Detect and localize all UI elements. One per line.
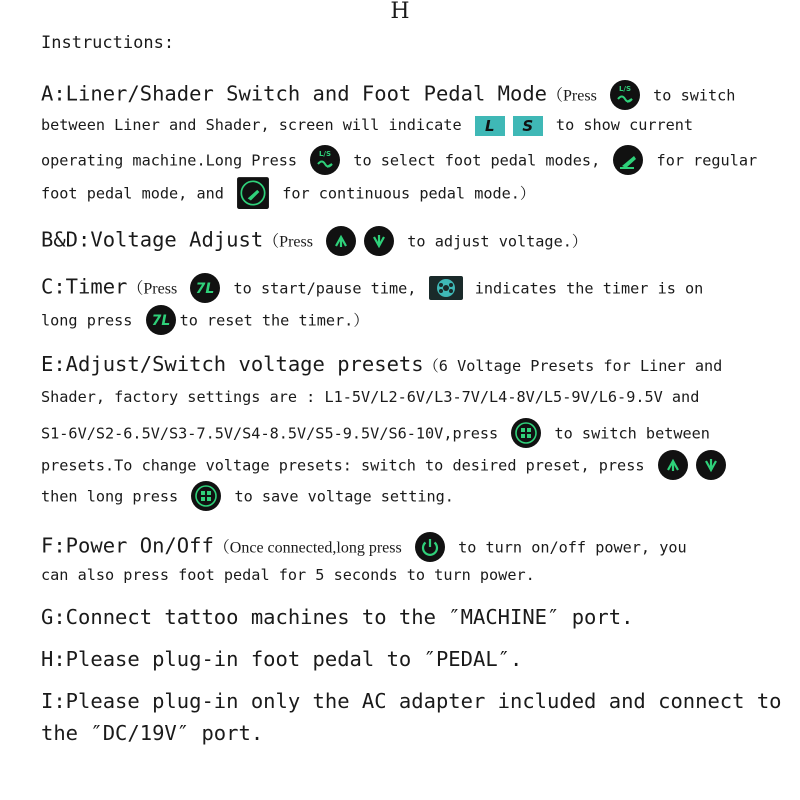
section-bd-line [41, 226, 587, 258]
section-g-text: G:Connect tattoo machines to the ″MACHINE″ port. [41, 605, 634, 629]
voltage-down-icon [695, 449, 727, 481]
section-a-open: （Press [547, 87, 597, 105]
section-e-text-6: then long press [41, 487, 179, 506]
voltage-up-icon [325, 225, 357, 257]
section-f-text-1: （Once connected,long press [213, 539, 402, 557]
section-e-line-1 [41, 353, 722, 377]
foot-pedal-icon [612, 144, 644, 176]
section-c-line-2 [41, 305, 369, 337]
section-c-text-1: to start/pause time, [233, 279, 417, 298]
section-e-text-4: to switch between [554, 424, 710, 443]
section-c-text-2: indicates the timer is on [474, 279, 704, 298]
continuous-pedal-icon [236, 176, 270, 210]
section-a-text-1: to switch [653, 86, 736, 105]
section-e-line-5 [41, 481, 454, 513]
section-f-line-2 [41, 564, 535, 586]
section-f-text-3: can also press foot pedal for 5 seconds to turn power. [41, 566, 535, 584]
section-a-line-4 [41, 177, 535, 211]
section-bd-text-1: to adjust voltage.） [407, 232, 588, 251]
ls-switch-icon [309, 144, 341, 176]
section-bd-title: B&D:Voltage Adjust [41, 227, 264, 252]
section-a-text-8: for continuous pedal mode.） [282, 184, 536, 203]
section-e-text-7: to save voltage setting. [234, 487, 454, 506]
section-f-text-2: to turn on/off power, you [458, 538, 687, 557]
section-a-text-4: operating machine.Long Press [41, 151, 298, 170]
section-f-line-1 [41, 532, 687, 564]
section-a-text-2: between Liner and Shader, screen will indicate [41, 116, 462, 134]
section-a-text-3: to show current [555, 116, 694, 134]
ls-switch-icon [609, 79, 641, 111]
section-e-line-3 [41, 418, 710, 450]
section-c-open: （Press [127, 280, 178, 298]
section-h-line [41, 648, 522, 672]
section-i-text-1: I:Please plug-in only the AC adapter included and connect to [41, 689, 782, 713]
section-c-line-1 [41, 273, 703, 305]
section-h-text: H:Please plug-in foot pedal to ″PEDAL″. [41, 647, 523, 671]
section-e-text-2: Shader, factory settings are : L1-5V/L2-6V/L3-7V/L4-8V/L5-9V/L6-9.5V and [41, 388, 700, 406]
preset-icon [190, 480, 222, 512]
section-i-line-1 [41, 690, 782, 714]
section-a-text-5: to select foot pedal modes, [353, 151, 601, 170]
section-a-line-3 [41, 145, 757, 177]
section-bd-open: （Press [263, 233, 313, 251]
section-c-title: C:Timer [41, 274, 128, 299]
section-e-line-2 [41, 386, 699, 408]
section-c-text-4: to reset the timer.） [179, 311, 369, 330]
timer-indicator-icon [429, 276, 463, 300]
section-i-line-2 [41, 722, 263, 746]
section-a-title: A:Liner/Shader Switch and Foot Pedal Mode [41, 81, 548, 106]
page-letter: H [390, 0, 410, 24]
section-e-text-3: S1-6V/S2-6.5V/S3-7.5V/S4-8.5V/S5-9.5V/S6-10V,press [41, 424, 499, 443]
section-e-text-5: presets.To change voltage presets: switch to desired preset, press [41, 456, 645, 475]
instructions-heading: Instructions: [41, 33, 175, 53]
preset-icon [510, 417, 542, 449]
section-a-text-6: for regular [656, 151, 758, 170]
section-c-text-3: long press [41, 311, 133, 330]
section-a-line-1 [41, 80, 735, 112]
timer-icon [189, 272, 221, 304]
shader-badge: S [513, 116, 543, 136]
voltage-down-icon [363, 225, 395, 257]
section-e-text-1: （6 Voltage Presets for Liner and [423, 357, 723, 375]
liner-badge: L [475, 116, 505, 136]
section-e-line-4 [41, 450, 730, 482]
section-e-title: E:Adjust/Switch voltage presets [41, 352, 424, 376]
section-i-text-2: the ″DC/19V″ port. [41, 721, 264, 745]
power-icon [414, 531, 446, 563]
timer-icon [145, 304, 177, 336]
section-f-title: F:Power On/Off [41, 533, 214, 558]
section-a-text-7: foot pedal mode, and [41, 184, 224, 203]
voltage-up-icon [657, 449, 689, 481]
section-a-line-2 [41, 114, 693, 136]
section-g-line [41, 606, 633, 630]
